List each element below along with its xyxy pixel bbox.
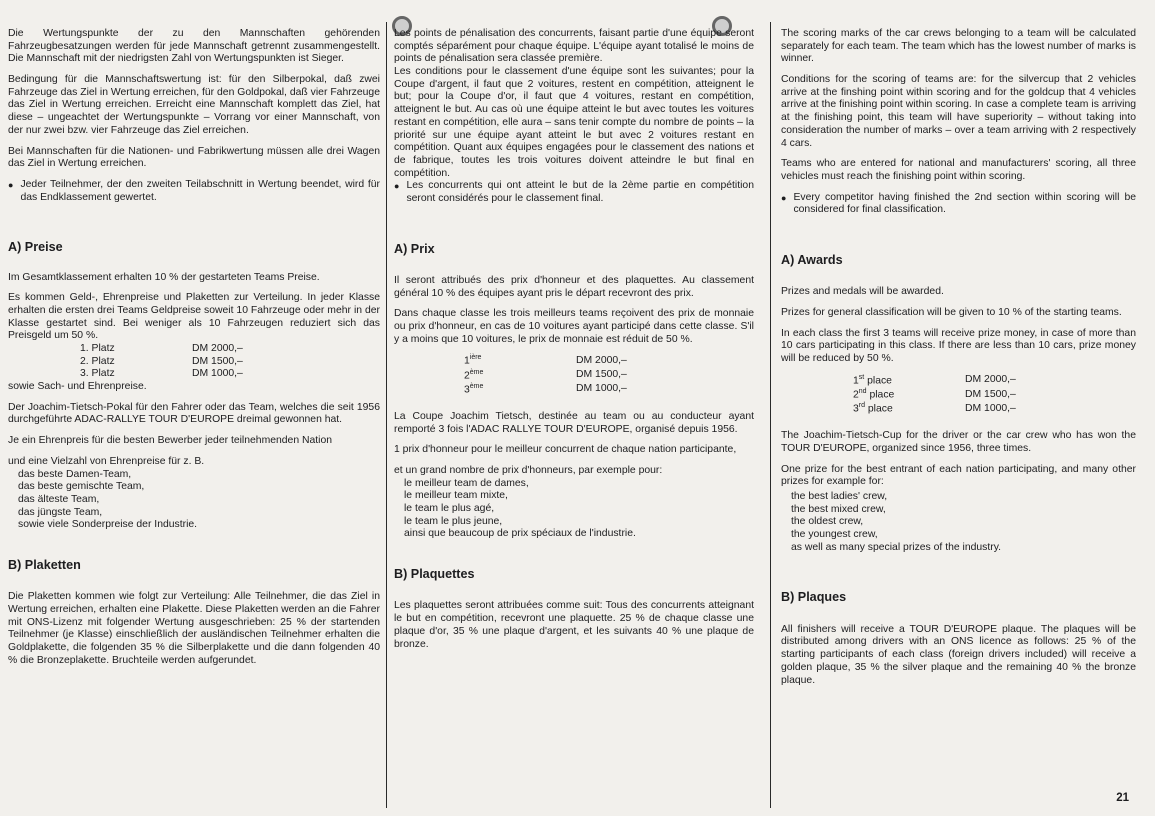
- french-many-intro: et un grand nombre de prix d'honneurs, par exemple pour:: [394, 464, 663, 476]
- prize-row: 2nd place DM 1500,–: [853, 387, 1016, 401]
- german-bullet: [8, 179, 380, 212]
- french-cup: La Coupe Joachim Tietsch, destinée au team ou au conducteur ayant remporté 3 fois l'ADAC RALLYE TOUR D'EUROPE, organisé depuis 1956.: [394, 410, 754, 435]
- german-plaques: Die Plaketten kommen wie folgt zur Verteilung: Alle Teilnehmer, die das Ziel in Wertung erreichen, erhalten eine Plakette. Diese Plaketten werden an die Fahrer mit ONS-Lizenz mit folgender Wertung ausgeschrieben: 25 % der startenden Teilnehmer (je Klasse) einschließlich der ausländischen Teilnehmer erhalten die Goldplakette, die folgenden 35 % die Silberplakette und die dann folgenden 40 % die Bronzeplakette. Bruchteile werden aufgerundet.: [8, 591, 380, 666]
- french-intro-2: Les conditions pour le classement d'une équipe sont les suivantes; pour la Coupe d'argent, il faut que 2 voitures, restent en compétition, atteignent le but; pour la Coupe d'or, il faut que 4 voitures, restant en compétition, atteignent le but. Au cas où une équipe atteint le but avec toutes les voitures restant en compétition, elle aura – sans tenir compte du nombre de points – la priorité sur une équipe ayant atteint le but avec 2 voitures restant en compétition. Quant aux équipes engagées pour le classement des nations et de fabrique, toutes les trois voitures doivent atteindre le but final en compétition.: [394, 66, 754, 179]
- german-intro-2: Bedingung für die Mannschaftswertung ist: für den Silberpokal, daß zwei Fahrzeuge das Ziel in Wertung erreichen, für den Goldpokal, daß vier Fahrzeuge das Ziel in Wertung erreichen. Erreicht eine Mannschaft komplett das Ziel, hat diese – ungeachtet der Wertungspunkte – Vorrang vor einer Mannschaft, von der nur zwei bzw. vier Fahrzeuge das Ziel erreichen.: [8, 74, 380, 136]
- list-item: le team le plus jeune,: [404, 515, 503, 527]
- german-prizes-2: Es kommen Geld-, Ehrenpreise und Plaketten zur Verteilung. In jeder Klasse erhalten die ersten drei Teams Geldpreise soweit 10 Fahrzeuge oder mehr in der Klasse gestartet sind. Bei weniger als 10 Fahrzeugen reduziert sich das Preisgeld um 50 %.: [8, 292, 380, 342]
- german-heading-prizes: A) Preise: [8, 240, 63, 255]
- english-intro-1: The scoring marks of the car crews belonging to a team will be calculated separately for each team. The team which has the lowest number of marks is winner.: [781, 28, 1136, 65]
- list-item: le meilleur team de dames,: [404, 477, 529, 489]
- column-divider-left: [386, 22, 387, 808]
- list-item: the oldest crew,: [791, 516, 864, 528]
- german-intro-3: Bei Mannschaften für die Nationen- und Fabrikwertung müssen alle drei Wagen das Ziel in Wertung erreichen.: [8, 145, 380, 170]
- german-many-intro: und eine Vielzahl von Ehrenpreise für z. B.: [8, 455, 205, 467]
- list-item: the best ladies' crew,: [791, 490, 888, 502]
- list-item: das älteste Team,: [18, 493, 100, 505]
- bullet-icon: ●: [781, 192, 787, 203]
- list-item: das beste gemischte Team,: [18, 481, 145, 493]
- prize-row: 3. Platz DM 1000,–: [80, 368, 243, 380]
- german-cup: Der Joachim-Tietsch-Pokal für den Fahrer oder das Team, welches die seit 1956 durchgeführte ADAC-RALLYE TOUR D'EUROPE dreimal gewonnen hat.: [8, 401, 380, 426]
- french-bullet: [394, 180, 754, 213]
- list-item: le team le plus agé,: [404, 503, 495, 515]
- bullet-icon: ●: [394, 181, 400, 192]
- german-prizes-3: sowie Sach- und Ehrenpreise.: [8, 381, 147, 393]
- german-special-prizes-list: [8, 469, 380, 532]
- french-nation: 1 prix d'honneur pour le meilleur concurrent de chaque nation participante,: [394, 444, 737, 456]
- english-bullet-text: Every competitor having finished the 2nd section within scoring will be considered for final classification.: [793, 191, 1136, 216]
- page-number: 21: [1116, 792, 1129, 804]
- french-special-prizes-list: [394, 478, 754, 541]
- german-prize-table: [80, 343, 243, 381]
- list-item: as well as many special prizes of the industry.: [791, 541, 1002, 553]
- list-item: ainsi que beaucoup de prix spéciaux de l'industrie.: [404, 528, 636, 540]
- german-intro-1: Die Wertungspunkte der zu den Mannschaften gehörenden Fahrzeugbesatzungen werden für jede Mannschaft getrennt zusammengestellt. Die Mannschaft mit der niedrigsten Zahl von Wertungspunkten ist Sieger.: [8, 28, 380, 65]
- prize-row: 3ème DM 1000,–: [464, 382, 627, 396]
- prize-row: 2. Platz DM 1500,–: [80, 355, 243, 367]
- german-prizes-1: Im Gesamtklassement erhalten 10 % der gestarteten Teams Preise.: [8, 271, 320, 283]
- german-heading-plaques: B) Plaketten: [8, 557, 81, 572]
- french-prize-table: [464, 354, 627, 396]
- french-prizes-1: Il seront attribués des prix d'honneur et des plaquettes. Au classement général 10 % des équipes ayant pris le départ recevront des prix.: [394, 274, 754, 299]
- french-intro-1: Les points de pénalisation des concurrents, faisant partie d'une équipe seront comptés séparément pour chaque équipe. L'équipe ayant totalisé le moins de points de pénalisation sera classée première.: [394, 28, 754, 65]
- english-nation: One prize for the best entrant of each nation participating, and many other prizes for example for:: [781, 463, 1136, 488]
- german-column: [8, 28, 380, 788]
- english-column: [781, 28, 1136, 788]
- prize-row: 2ème DM 1500,–: [464, 368, 627, 382]
- english-cup: The Joachim-Tietsch-Cup for the driver or the car crew who has won the TOUR D'EUROPE, organized since 1956, three times.: [781, 430, 1136, 454]
- list-item: sowie viele Sonderpreise der Industrie.: [18, 519, 198, 531]
- french-bullet-text: Les concurrents qui ont atteint le but de la 2ème partie en compétition seront considérés pour le classement final.: [406, 180, 754, 204]
- english-prize-table: [853, 374, 1016, 416]
- prize-row: $1^{ière}$ DM 2000,–: [464, 354, 627, 367]
- german-bullet-text: Jeder Teilnehmer, der den zweiten Teilabschnitt in Wertung beendet, wird für das Endklassement gewertet.: [20, 178, 380, 203]
- english-heading-awards: A) Awards: [781, 252, 843, 267]
- french-heading-plaques: B) Plaquettes: [394, 567, 475, 582]
- english-special-prizes-list: [781, 491, 1136, 554]
- english-intro-3: Teams who are entered for national and manufacturers' scoring, all three vehicles must reach the finishing point within scoring.: [781, 158, 1136, 182]
- list-item: le meilleur team mixte,: [404, 490, 508, 502]
- list-item: the youngest crew,: [791, 529, 878, 541]
- english-bullet: [781, 192, 1136, 225]
- french-plaques: Les plaquettes seront attribuées comme suit: Tous des concurrents atteignant le but en compétition, recevront une plaquette. 25 % de chaque classe une plaque d'or, 35 % une plaque d'argent, et les suivants 40 % une plaque de bronze.: [394, 600, 754, 650]
- list-item: das jüngste Team,: [18, 506, 103, 518]
- french-heading-prizes: A) Prix: [394, 241, 435, 256]
- german-nation: Je ein Ehrenpreis für die besten Bewerber jeder teilnehmenden Nation: [8, 435, 333, 447]
- english-prizes-2: Prizes for general classification will be given to 10 % of the starting teams.: [781, 306, 1122, 318]
- list-item: das beste Damen-Team,: [18, 468, 132, 480]
- prize-row: 1st place DM 2000,–: [853, 373, 1016, 387]
- column-divider-right: [770, 22, 771, 808]
- english-prizes-3: In each class the first 3 teams will receive prize money, in case of more than 10 cars participating in this class. If there are less than 10 cars, prize money will be reduced by 50 %.: [781, 327, 1136, 365]
- prize-row: 3rd place DM 1000,–: [853, 402, 1016, 415]
- bullet-icon: ●: [8, 179, 14, 190]
- list-item: the best mixed crew,: [791, 503, 886, 515]
- english-prizes-1: Prizes and medals will be awarded.: [781, 286, 944, 298]
- english-plaques: All finishers will receive a TOUR D'EUROPE plaque. The plaques will be distributed among drivers with an ONS licence as follows: 25 % of the starting participants of each class (foreign drivers included) will receive a golden plaque, 35 % the silver plaque and the remaining 40 % the bronze plaque.: [781, 623, 1136, 686]
- french-column: [394, 28, 754, 788]
- prize-row: 1. Platz DM 2000,–: [80, 343, 243, 355]
- english-heading-plaques: B) Plaques: [781, 590, 847, 605]
- french-prizes-2: Dans chaque classe les trois meilleurs teams reçoivent des prix de monnaie ou prix d'honneur, en cas de 10 voitures ayant participé dans cette classe. S'il y a moins que 10 voitures, le prix de monnaie est réduit de 50 %.: [394, 308, 754, 345]
- english-intro-2: Conditions for the scoring of teams are: for the silvercup that 2 vehicles arrive at the finshing point within scoring and for the goldcup that 4 vehicles arrive at the finishing point within scoring. In case a complete team is arriving at the finishing point, this team will have superiority – without taking into consideration the number of marks – over a team arriving with 2 respectively 4 cars.: [781, 74, 1136, 149]
